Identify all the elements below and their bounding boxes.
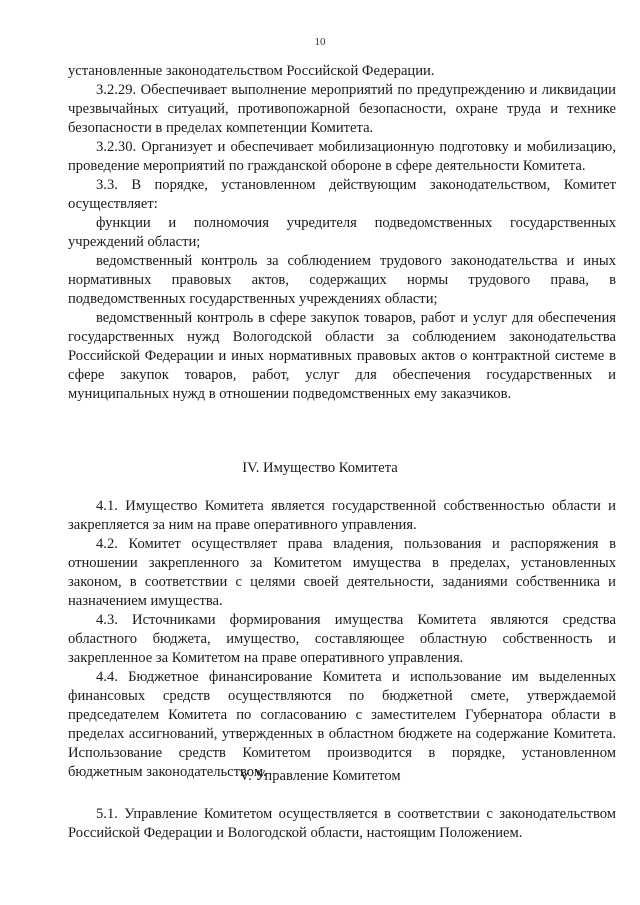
section-4-body — [68, 497, 616, 782]
page-number: 10 — [314, 36, 326, 48]
paragraph: ведомственный контроль за соблюдением трудового законодательства и иных нормативных правовых актов, содержащих нормы трудового права, в подведомственных государственных учреждениях области; — [68, 253, 616, 307]
paragraph: установленные законодательством Российской Федерации. — [68, 63, 435, 79]
paragraph: 4.2. Комитет осуществляет права владения, пользования и распоряжения в отношении закрепленного за Комитетом имущества в пределах, установленных законом, в соответствии с целями своей деятельности, заданиями собственника и назначением имущества. — [68, 536, 616, 609]
paragraph: 4.3. Источниками формирования имущества Комитета являются средства областного бюджета, имущество, составляющее областную собственность и закрепленное за Комитетом на праве оперативного управления. — [68, 612, 616, 666]
section-3-continuation — [68, 62, 616, 404]
paragraph: 4.1. Имущество Комитета является государственной собственностью области и закрепляется за ним на праве оперативного управления. — [68, 498, 616, 533]
paragraph: ведомственный контроль в сфере закупок товаров, работ и услуг для обеспечения государственных нужд Вологодской области за соблюдением законодательства Российской Федерации и иных нормативных правовых актов о контрактной системе в сфере закупок товаров, работ, услуг для обеспечения государственных и муниципальных нужд в отношении подведомственных ему заказчиков. — [68, 310, 616, 402]
paragraph: 3.3. В порядке, установленном действующим законодательством, Комитет осуществляет: — [68, 177, 616, 212]
paragraph: 4.4. Бюджетное финансирование Комитета и использование им выделенных финансовых средств осуществляются по бюджетной смете, утверждаемой председателем Комитета по согласованию с заместителем Губернатора области в пределах ассигнований, утвержденных в областном бюджете на содержание Комитета. Использование средств Комитетом производится в порядке, установленном бюджетным законодательством. — [68, 669, 616, 780]
section-5-body — [68, 805, 616, 843]
paragraph: 3.2.30. Организует и обеспечивает мобилизационную подготовку и мобилизацию, проведение мероприятий по гражданской обороне в сфере деятельности Комитета. — [68, 139, 616, 174]
paragraph: 3.2.29. Обеспечивает выполнение мероприятий по предупреждению и ликвидации чрезвычайных ситуаций, противопожарной безопасности, охране труда и технике безопасности в пределах компетенции Комитета. — [68, 82, 616, 136]
paragraph: функции и полномочия учредителя подведомственных государственных учреждений области; — [68, 215, 616, 250]
paragraph: 5.1. Управление Комитетом осуществляется в соответствии с законодательством Российской Федерации и Вологодской области, настоящим Положением. — [68, 806, 616, 841]
section-4-heading: IV. Имущество Комитета — [242, 460, 398, 476]
section-5-heading: V. Управление Комитетом — [239, 768, 401, 784]
